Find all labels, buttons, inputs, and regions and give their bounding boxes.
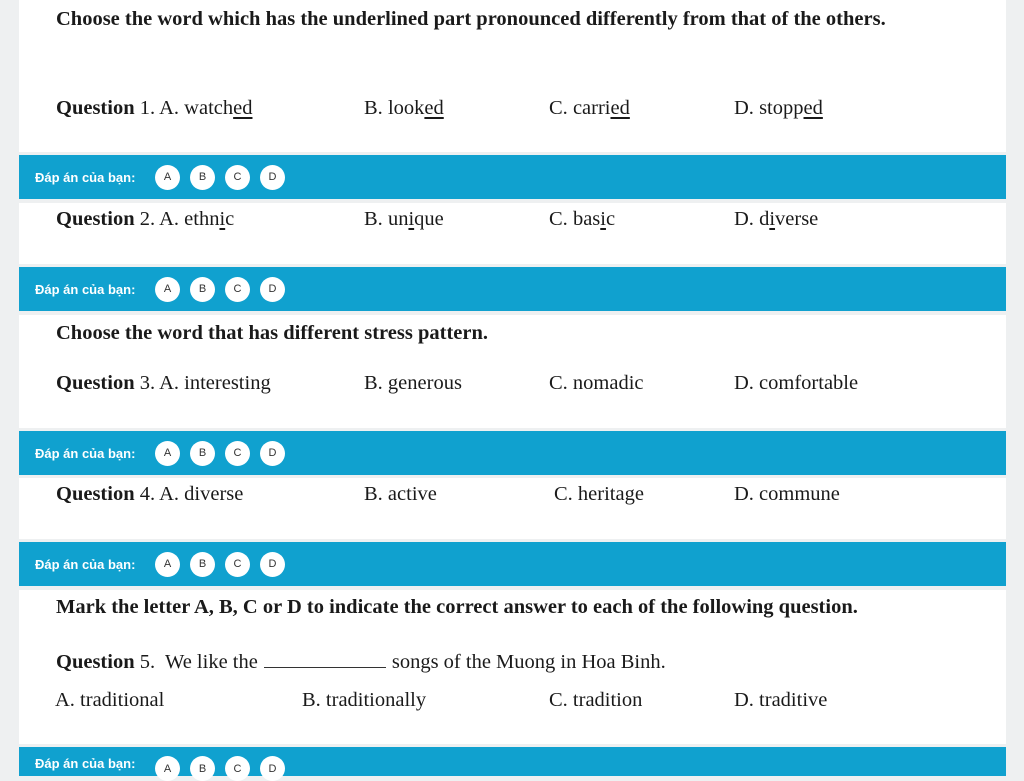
answer-bar-label: Đáp án của bạn:	[35, 281, 136, 297]
question-word: Question	[56, 97, 135, 119]
q1-option-a: A. watched	[159, 97, 253, 119]
section-instruction-stress: Choose the word that has different stress pattern.	[56, 322, 488, 344]
answer-c-button[interactable]: C	[225, 277, 250, 302]
question-2-label: Question 2. A. ethnic	[56, 208, 235, 230]
answer-a-button[interactable]: A	[155, 165, 180, 190]
answer-blank	[264, 653, 386, 668]
answer-d-button[interactable]: D	[260, 277, 285, 302]
question-4-label: Question 4. A. diverse	[56, 483, 244, 505]
answer-b-button[interactable]: B	[190, 277, 215, 302]
q5-option-d: D. traditive	[734, 689, 828, 711]
answer-bar-q5	[19, 747, 1006, 776]
answer-bar-q3	[19, 431, 1006, 475]
q2-option-b: B. unique	[364, 208, 444, 230]
answer-d-button[interactable]: D	[260, 165, 285, 190]
q2-option-d: D. diverse	[734, 208, 819, 230]
answer-b-button[interactable]: B	[190, 441, 215, 466]
answer-d-button[interactable]: D	[260, 441, 285, 466]
answer-a-button[interactable]: A	[155, 552, 180, 577]
answer-a-button[interactable]: A	[155, 277, 180, 302]
q5-option-c: C. tradition	[549, 689, 643, 711]
answer-c-button[interactable]: C	[225, 552, 250, 577]
answer-c-button[interactable]: C	[225, 756, 250, 781]
question-word: Question	[56, 372, 135, 394]
q1-option-d: D. stopped	[734, 97, 823, 119]
answer-a-button[interactable]: A	[155, 441, 180, 466]
question-word: Question	[56, 208, 135, 230]
answer-bar-label: Đáp án của bạn:	[35, 169, 136, 185]
q2-option-a: A. ethnic	[159, 208, 235, 230]
q4-option-b: B. active	[364, 483, 437, 505]
answer-d-button[interactable]: D	[260, 552, 285, 577]
section-instruction-pronunciation: Choose the word which has the underlined part pronounced differently from that of the others.	[56, 8, 886, 30]
question-3-label: Question 3. A. interesting	[56, 372, 271, 394]
q5-option-b: B. traditionally	[302, 689, 427, 711]
q4-option-d: D. commune	[734, 483, 840, 505]
answer-bar-q1	[19, 155, 1006, 199]
answer-bar-q4	[19, 542, 1006, 586]
q3-option-a: A. interesting	[159, 372, 271, 394]
answer-b-button[interactable]: B	[190, 552, 215, 577]
q1-option-b: B. looked	[364, 97, 444, 119]
q3-option-c: C. nomadic	[549, 372, 644, 394]
answer-a-button[interactable]: A	[155, 756, 180, 781]
question-5-stem: Question 5. We like the songs of the Muong in Hoa Binh.	[56, 651, 666, 673]
answer-bar-label: Đáp án của bạn:	[35, 756, 136, 771]
answer-c-button[interactable]: C	[225, 165, 250, 190]
section-instruction-choice: Mark the letter A, B, C or D to indicate the correct answer to each of the following question.	[56, 596, 858, 618]
q5-option-a: A. traditional	[55, 689, 165, 711]
answer-d-button[interactable]: D	[260, 756, 285, 781]
q4-option-a: A. diverse	[159, 483, 244, 505]
answer-bar-q2	[19, 267, 1006, 311]
question-1-label: Question 1. A. watched	[56, 97, 253, 119]
answer-c-button[interactable]: C	[225, 441, 250, 466]
q1-option-c: C. carried	[549, 97, 630, 119]
q3-option-d: D. comfortable	[734, 372, 859, 394]
question-word: Question	[56, 483, 135, 505]
answer-bar-label: Đáp án của bạn:	[35, 445, 136, 461]
answer-b-button[interactable]: B	[190, 756, 215, 781]
question-word: Question	[56, 651, 135, 673]
q2-option-c: C. basic	[549, 208, 616, 230]
answer-bar-label: Đáp án của bạn:	[35, 556, 136, 572]
q4-option-c: C. heritage	[554, 483, 644, 505]
answer-b-button[interactable]: B	[190, 165, 215, 190]
q3-option-b: B. generous	[364, 372, 462, 394]
